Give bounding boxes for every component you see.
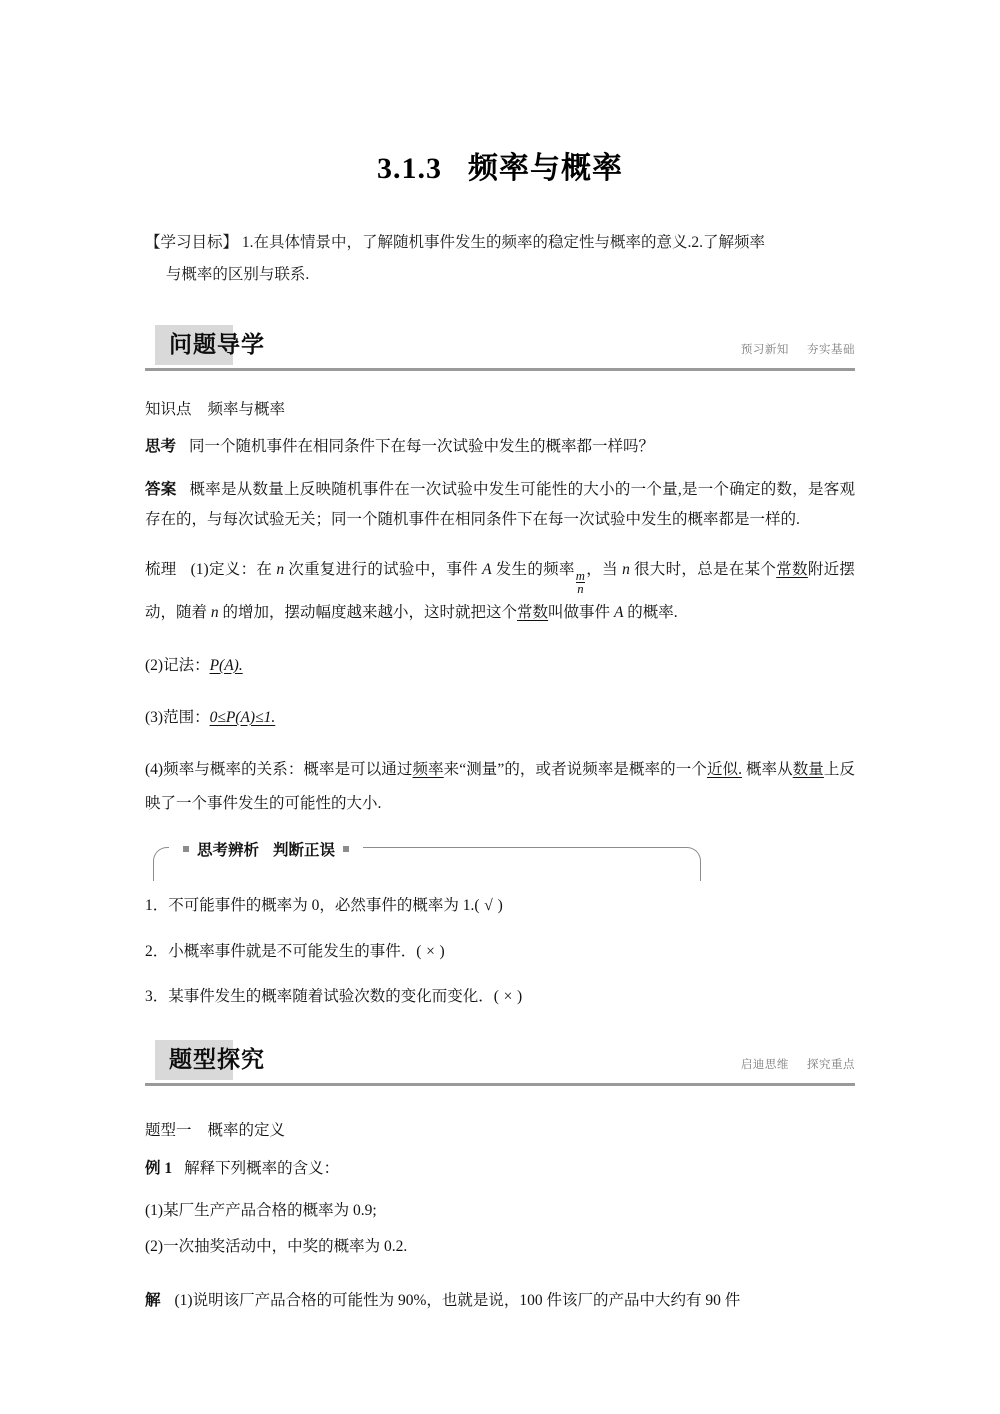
comb-var-A-2: A xyxy=(613,604,624,622)
judgement-item-text: 不可能事件的概率为 0，必然事件的概率为 1.( xyxy=(168,896,480,914)
comb-underline-quantity: 数量 xyxy=(792,760,824,778)
square-marker-right-icon xyxy=(343,846,349,852)
example-type-label: 题型一 xyxy=(145,1122,192,1140)
section-banner-tixing-tanjiu xyxy=(145,1040,855,1086)
judgement-item-close: ) xyxy=(439,942,445,960)
judgement-item-no: 1． xyxy=(145,896,169,914)
section-rule xyxy=(145,1083,855,1086)
comb-4-c: 概率从 xyxy=(741,760,793,778)
judgement-item-mark: × xyxy=(426,942,435,960)
judgement-item xyxy=(145,940,855,965)
example-statement xyxy=(145,1154,855,1183)
comb-2-value: P(A). xyxy=(209,656,243,674)
judgement-items xyxy=(145,894,855,1010)
section-tags xyxy=(727,1056,855,1072)
judgement-item-close: ) xyxy=(516,988,523,1006)
comb-1-a: (1)定义：在 xyxy=(190,561,277,579)
answer-label: 答案 xyxy=(145,480,177,498)
example-sub-2: (2)一次抽奖活动中，中奖的概率为 0.2. xyxy=(145,1237,408,1255)
judgement-item-mark: × xyxy=(503,988,513,1006)
learning-objectives xyxy=(145,227,855,291)
comb-item-3 xyxy=(145,701,855,735)
section-heading: 题型探究 xyxy=(169,1047,265,1074)
comb-3-label: (3)范围： xyxy=(145,708,210,726)
section-tags xyxy=(727,341,855,357)
judgement-box xyxy=(145,840,855,1010)
square-marker-left-icon xyxy=(183,846,189,852)
solution-line xyxy=(145,1286,855,1315)
example-type-line xyxy=(145,1118,855,1140)
title-number: 3.1.3 xyxy=(377,152,442,185)
section-banner-wenti-daoxue xyxy=(145,325,855,371)
solution-text: (1)说明该厂产品合格的可能性为 90%，也就是说，100 件该厂的产品中大约有 90 件 xyxy=(174,1291,741,1309)
judgement-item xyxy=(145,894,855,919)
think-label: 思考 xyxy=(145,437,177,455)
comb-var-n-3: n xyxy=(210,604,219,622)
comb-1-h: 叫做事件 xyxy=(548,604,614,622)
section-tag-1: 预习新知 xyxy=(740,341,789,356)
judgement-title-b: 判断正误 xyxy=(273,840,336,859)
judgement-item-mark: √ xyxy=(484,896,493,914)
knowledge-point-line xyxy=(145,397,855,419)
think-line xyxy=(145,432,855,462)
comb-2-label: (2)记法： xyxy=(145,656,210,674)
title-name: 频率与概率 xyxy=(468,152,623,185)
judgement-item xyxy=(145,985,855,1010)
comb-item-4 xyxy=(145,753,855,821)
fraction-numerator: m xyxy=(575,568,585,583)
comb-4-d: 上反映了一个事件发生的可能性的大小. xyxy=(145,760,855,812)
comb-underline-constant-2: 常数 xyxy=(517,604,549,622)
judgement-header xyxy=(145,840,855,873)
example-text: 解释下列概率的含义： xyxy=(184,1160,340,1178)
comb-1-b: 次重复进行的试验中，事件 xyxy=(284,561,483,579)
objectives-line-1: 1.在具体情景中，了解随机事件发生的频率的稳定性与概率的意义.2.了解频率 xyxy=(241,234,766,251)
comb-4-b: 来“测量”的，或者说频率是概率的一个 xyxy=(443,760,707,778)
answer-line xyxy=(145,475,855,535)
comb-underline-approx: 近似. xyxy=(706,760,742,778)
comb-label: 梳理 xyxy=(145,561,177,579)
solution-label: 解 xyxy=(145,1291,161,1309)
comb-1-f: 附近摆动，随着 xyxy=(145,561,855,622)
judgement-title xyxy=(169,838,363,860)
judgement-title-a: 思考辨析 xyxy=(197,840,260,859)
section-tag-1: 启迪思维 xyxy=(740,1057,789,1072)
comb-1-i: 的概率. xyxy=(623,604,678,622)
comb-var-n-2: n xyxy=(622,561,630,579)
judgement-item-no: 2． xyxy=(145,942,169,960)
comb-4-a: (4)频率与概率的关系：概率是可以通过 xyxy=(145,760,413,778)
comb-1-c: 发生的频率 xyxy=(491,561,575,579)
example-type-text: 概率的定义 xyxy=(207,1122,286,1140)
fraction-denominator: n xyxy=(577,582,584,597)
comb-var-A-1: A xyxy=(482,561,492,579)
judgement-item-no: 3． xyxy=(145,988,169,1006)
section-rule xyxy=(145,368,855,371)
comb-1-d: ，当 xyxy=(585,561,623,579)
section-heading: 问题导学 xyxy=(169,331,265,358)
objectives-line-2: 与概率的区别与联系. xyxy=(165,265,310,283)
judgement-item-text: 某事件发生的概率随着试验次数的变化而变化．( xyxy=(168,988,499,1006)
comb-1-e: 很大时，总是在某个 xyxy=(629,561,777,579)
objectives-label: 【学习目标】 xyxy=(145,234,239,251)
comb-item-2 xyxy=(145,649,855,683)
example-sub-1: (1)某厂生产产品合格的概率为 0.9; xyxy=(145,1201,377,1219)
page-title xyxy=(145,0,855,187)
section-tag-2: 夯实基础 xyxy=(807,341,855,356)
comb-1-g: 的增加，摆动幅度越来越小，这时就把这个 xyxy=(218,604,518,622)
judgement-item-close: ) xyxy=(497,896,503,914)
judgement-item-text: 小概率事件就是不可能发生的事件．( xyxy=(168,942,422,960)
comb-3-value: 0≤P(A)≤1. xyxy=(209,708,276,726)
think-text: 同一个随机事件在相同条件下在每一次试验中发生的概率都一样吗？ xyxy=(189,437,655,455)
comb-item-1 xyxy=(145,553,855,630)
section-tag-2: 探究重点 xyxy=(807,1057,855,1072)
fraction-m-over-n xyxy=(576,570,585,597)
knowledge-point-text: 频率与概率 xyxy=(207,400,286,418)
comb-var-n-1: n xyxy=(276,561,285,579)
answer-text: 概率是从数量上反映随机事件在一次试验中发生可能性的大小的一个量,是一个确定的数，是客观存在的，与每次试验无关；同一个随机事件在相同条件下在每一次试验中发生的概率都是一样的. xyxy=(145,480,855,528)
knowledge-point-label: 知识点 xyxy=(145,400,192,418)
comb-underline-frequency: 频率 xyxy=(412,760,444,778)
comb-underline-constant-1: 常数 xyxy=(776,561,808,579)
example-label: 例 1 xyxy=(145,1160,173,1178)
